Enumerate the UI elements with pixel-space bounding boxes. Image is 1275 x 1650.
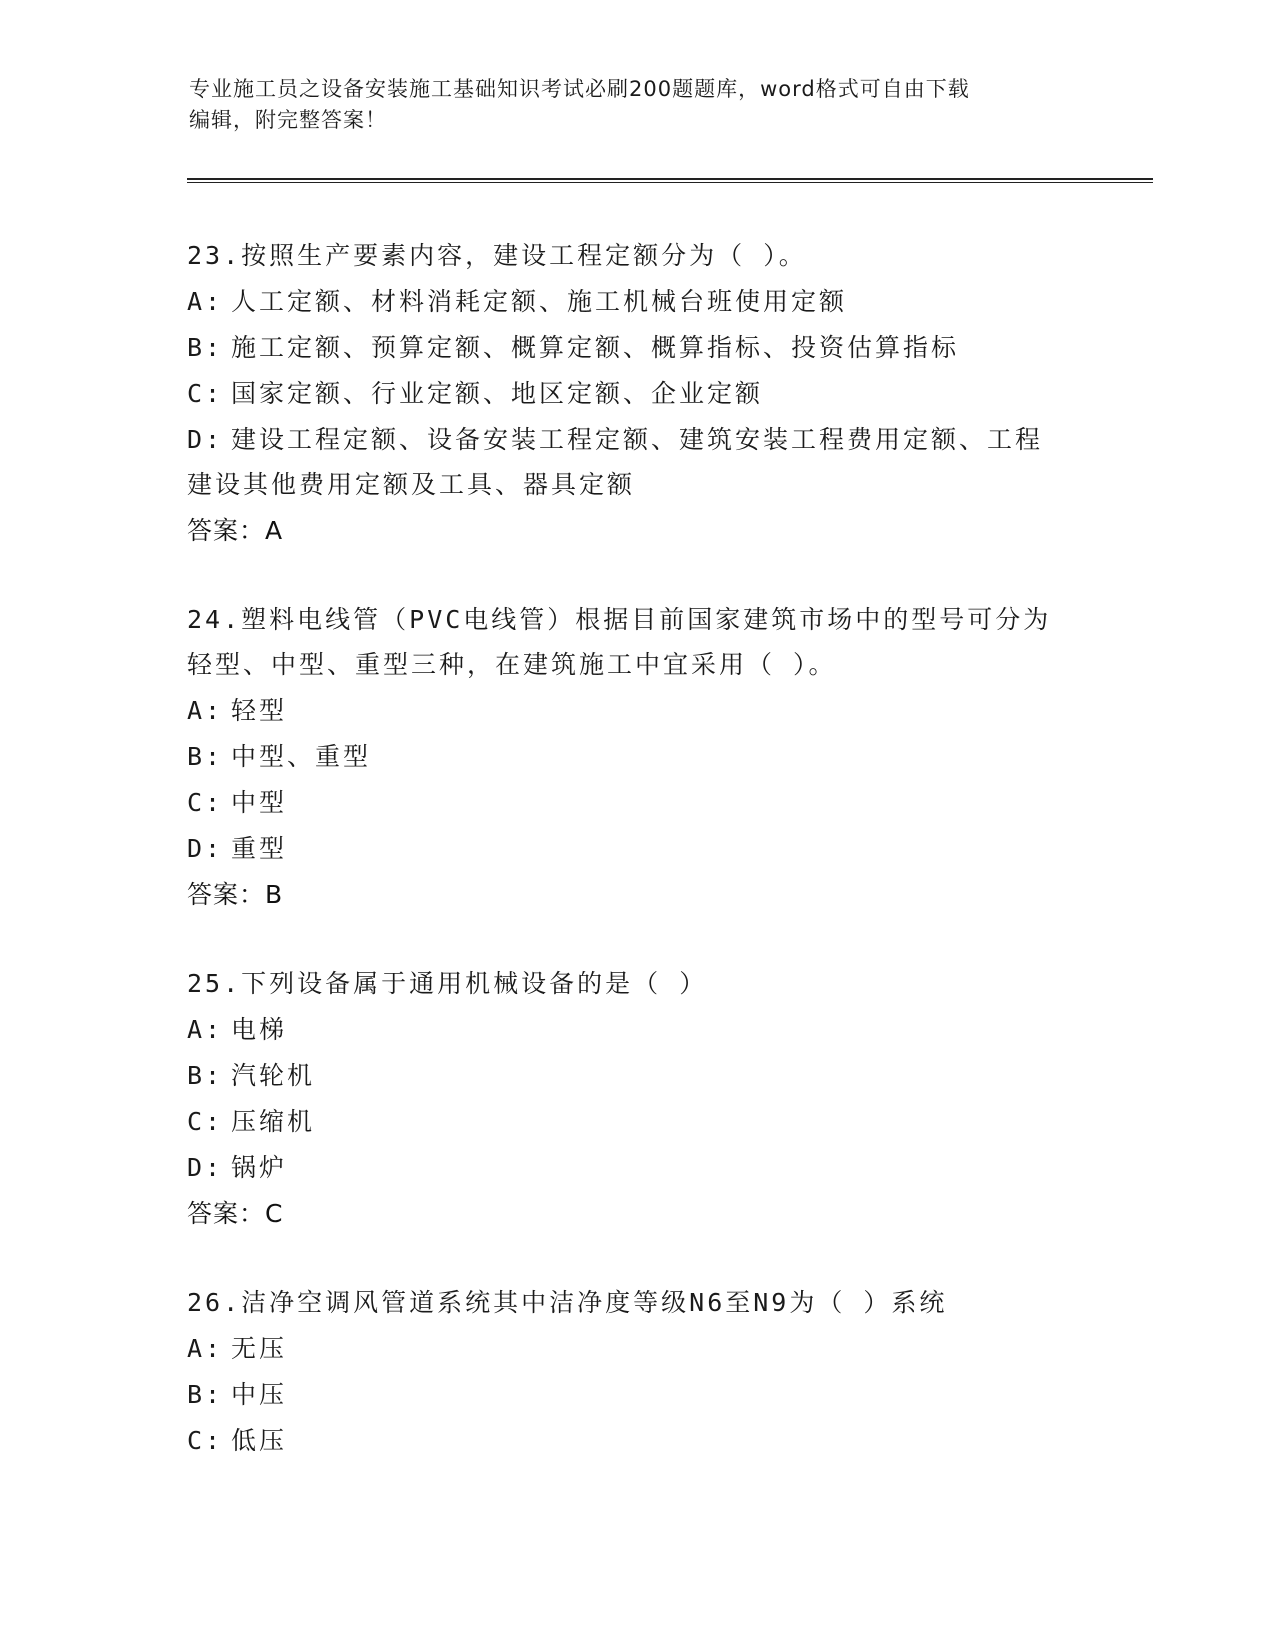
document-header bbox=[189, 74, 1089, 136]
option-d bbox=[187, 417, 1087, 462]
option-text: 施工定额、预算定额、概算定额、概算指标、投资估算指标 bbox=[231, 333, 960, 362]
option-text: 压缩机 bbox=[231, 1107, 316, 1136]
header-divider-thin bbox=[187, 182, 1153, 183]
option-text: 低压 bbox=[231, 1426, 288, 1455]
answer-label: 答案：A bbox=[187, 516, 284, 545]
question-26 bbox=[187, 1280, 1087, 1464]
question-25 bbox=[187, 961, 1087, 1237]
option-letter: C: bbox=[187, 1107, 224, 1136]
answer-label: 答案：C bbox=[187, 1199, 284, 1228]
option-b bbox=[187, 1053, 1087, 1099]
option-letter: D: bbox=[187, 834, 224, 863]
option-text: 中压 bbox=[231, 1380, 288, 1409]
option-letter: B: bbox=[187, 742, 224, 771]
option-text: 锅炉 bbox=[231, 1153, 288, 1182]
question-stem-continued: 轻型、中型、重型三种，在建筑施工中宜采用（ ）。 bbox=[187, 650, 837, 679]
option-text: 轻型 bbox=[231, 696, 288, 725]
option-c bbox=[187, 1418, 1087, 1464]
option-c bbox=[187, 1099, 1087, 1145]
option-letter: C: bbox=[187, 379, 224, 408]
question-24 bbox=[187, 597, 1087, 918]
option-d bbox=[187, 826, 1087, 872]
option-text: 电梯 bbox=[231, 1015, 288, 1044]
option-text: 建设工程定额、设备安装工程定额、建筑安装工程费用定额、工程 bbox=[231, 425, 1044, 454]
question-stem: 26.洁净空调风管道系统其中洁净度等级N6至N9为（ ）系统 bbox=[187, 1288, 948, 1317]
question-23 bbox=[187, 233, 1087, 554]
option-text: 无压 bbox=[231, 1334, 288, 1363]
option-d bbox=[187, 1145, 1087, 1191]
option-letter: A: bbox=[187, 287, 224, 316]
option-d-continued: 建设其他费用定额及工具、器具定额 bbox=[187, 470, 636, 499]
header-divider-thick bbox=[187, 178, 1153, 180]
option-b bbox=[187, 734, 1087, 780]
option-a bbox=[187, 279, 1087, 325]
option-a bbox=[187, 688, 1087, 734]
option-letter: C: bbox=[187, 788, 224, 817]
option-text: 重型 bbox=[231, 834, 288, 863]
header-line-1: 专业施工员之设备安装施工基础知识考试必刷200题题库，word格式可自由下载 bbox=[189, 77, 970, 101]
option-text: 汽轮机 bbox=[231, 1061, 316, 1090]
option-c bbox=[187, 371, 1087, 417]
option-b bbox=[187, 325, 1087, 371]
question-stem: 23.按照生产要素内容，建设工程定额分为（ ）。 bbox=[187, 241, 807, 270]
header-line-2: 编辑，附完整答案！ bbox=[189, 108, 387, 132]
option-letter: B: bbox=[187, 333, 224, 362]
option-text: 人工定额、材料消耗定额、施工机械台班使用定额 bbox=[231, 287, 848, 316]
option-c bbox=[187, 780, 1087, 826]
question-stem: 24.塑料电线管（PVC电线管）根据目前国家建筑市场中的型号可分为 bbox=[187, 605, 1052, 634]
option-a bbox=[187, 1007, 1087, 1053]
option-letter: A: bbox=[187, 1015, 224, 1044]
answer-label: 答案：B bbox=[187, 880, 284, 909]
question-stem: 25.下列设备属于通用机械设备的是（ ） bbox=[187, 969, 708, 998]
option-text: 中型、重型 bbox=[231, 742, 372, 771]
option-letter: B: bbox=[187, 1061, 224, 1090]
option-letter: A: bbox=[187, 1334, 224, 1363]
option-letter: D: bbox=[187, 1153, 224, 1182]
option-text: 国家定额、行业定额、地区定额、企业定额 bbox=[231, 379, 764, 408]
option-text: 中型 bbox=[231, 788, 288, 817]
option-letter: A: bbox=[187, 696, 224, 725]
option-letter: C: bbox=[187, 1426, 224, 1455]
option-b bbox=[187, 1372, 1087, 1418]
option-letter: B: bbox=[187, 1380, 224, 1409]
option-letter: D: bbox=[187, 425, 224, 454]
option-a bbox=[187, 1326, 1087, 1372]
